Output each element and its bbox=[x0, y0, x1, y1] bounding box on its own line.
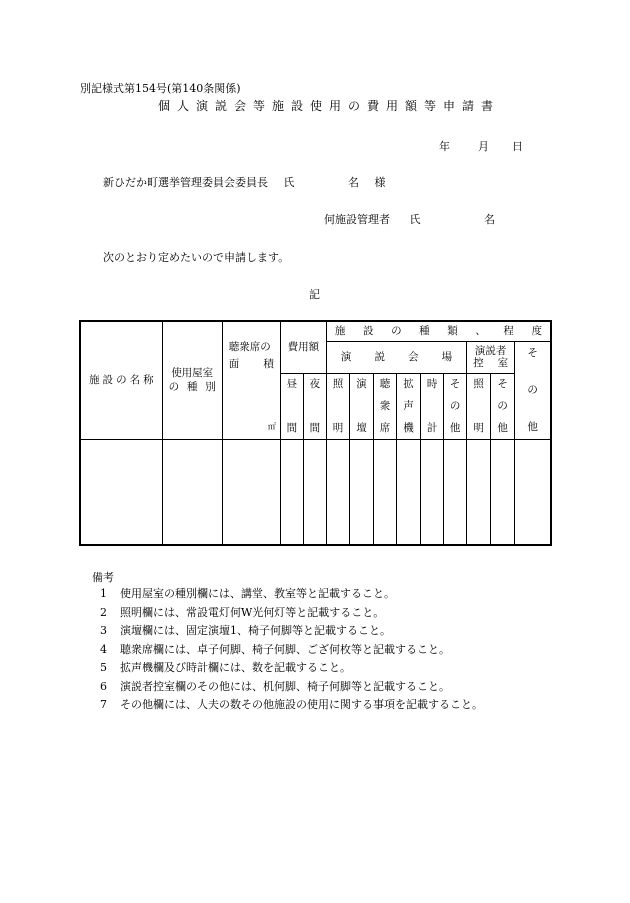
speaker-room-lighting-cell[interactable] bbox=[467, 439, 491, 545]
venue-seats-header: 聴 衆 席 bbox=[373, 373, 396, 439]
venue-clock-cell[interactable] bbox=[421, 439, 444, 545]
audience-area-header: 聴衆席の 面 積 ㎡ bbox=[222, 321, 280, 439]
addressee-line bbox=[103, 174, 386, 190]
venue-lighting-header: 照 明 bbox=[326, 373, 349, 439]
other-cell[interactable] bbox=[515, 439, 551, 545]
venue-other-header: そ の 他 bbox=[444, 373, 467, 439]
venue-other-cell[interactable] bbox=[444, 439, 467, 545]
addressee-org: 新ひだか町選挙管理委員会委員長 bbox=[103, 176, 268, 189]
venue-clock-header: 時 計 bbox=[421, 373, 444, 439]
speaker-room-other-cell[interactable] bbox=[491, 439, 515, 545]
notes-title: 備考 bbox=[92, 571, 114, 584]
document-title: 個人演説会等施設使用の費用額等申請書 bbox=[158, 99, 501, 113]
venue-speaker-header: 拡 声 機 bbox=[397, 373, 421, 439]
venue-speaker-cell[interactable] bbox=[397, 439, 421, 545]
other-header: そ の 他 bbox=[515, 341, 551, 439]
venue-lighting-cell[interactable] bbox=[326, 439, 349, 545]
list-item: 3 演壇欄には、固定演壇1、椅子何脚等と記載すること。 bbox=[100, 624, 391, 637]
list-item: 1 使用屋室の種別欄には、講堂、教室等と記載すること。 bbox=[100, 587, 395, 600]
audience-area-cell[interactable] bbox=[222, 439, 280, 545]
speaker-room-other-header: そ の 他 bbox=[491, 373, 515, 439]
cost-night-header: 夜 間 bbox=[303, 373, 326, 439]
request-text: 次のとおり定めたいので申請します。 bbox=[103, 251, 290, 264]
list-item: 6 演説者控室欄のその他には、机何脚、椅子何脚等と記載すること。 bbox=[100, 679, 450, 693]
venue-seats-cell[interactable] bbox=[373, 439, 396, 545]
cost-day-header: 昼 間 bbox=[280, 373, 303, 439]
venue-header: 演 説 会 場 bbox=[326, 341, 466, 373]
date-year-label: 年 bbox=[439, 140, 450, 153]
venue-podium-header: 演 壇 bbox=[349, 373, 373, 439]
speaker-room-header: 演説者 控 室 bbox=[467, 341, 515, 373]
manager-line bbox=[324, 211, 495, 227]
addressee-sama: 様 bbox=[374, 176, 386, 189]
cost-night-cell[interactable] bbox=[303, 439, 326, 545]
notes-list bbox=[100, 585, 483, 715]
date-day-label: 日 bbox=[512, 140, 523, 153]
venue-podium-cell[interactable] bbox=[349, 439, 373, 545]
addressee-mei: 名 bbox=[348, 176, 359, 189]
list-item: 5 拡声機欄及び時計欄には、数を記載すること。 bbox=[100, 661, 351, 674]
ki-label: 記 bbox=[309, 288, 320, 301]
facility-types-header: 施 設 の 種 類 、 程 度 bbox=[326, 321, 551, 341]
list-item: 2 照明欄には、常設電灯何W光何灯等と記載すること。 bbox=[100, 605, 385, 619]
date-month-label: 月 bbox=[478, 140, 489, 153]
facility-name-cell[interactable] bbox=[80, 439, 162, 545]
square-meter-unit: ㎡ bbox=[267, 421, 276, 431]
manager-shi: 氏 bbox=[409, 213, 421, 226]
form-number: 別記様式第154号(第140条関係) bbox=[80, 82, 241, 95]
room-type-cell[interactable] bbox=[162, 439, 222, 545]
speaker-room-lighting-header: 照 明 bbox=[467, 373, 491, 439]
application-table bbox=[79, 320, 552, 546]
list-item: 7 その他欄には、人夫の数その他施設の使用に関する事項を記載すること。 bbox=[100, 698, 483, 711]
cost-day-cell[interactable] bbox=[280, 439, 303, 545]
addressee-shi: 氏 bbox=[283, 176, 295, 189]
list-item: 4 聴衆席欄には、卓子何脚、椅子何脚、ござ何枚等と記載すること。 bbox=[100, 642, 450, 656]
manager-mei: 名 bbox=[484, 213, 495, 226]
table-row bbox=[80, 439, 551, 545]
room-type-header: 使用屋室 の 種 別 bbox=[162, 321, 222, 439]
facility-name-header: 施 設 の 名 称 bbox=[80, 321, 162, 439]
cost-header: 費用額 bbox=[280, 321, 326, 373]
manager-label: 何施設管理者 bbox=[324, 213, 390, 226]
